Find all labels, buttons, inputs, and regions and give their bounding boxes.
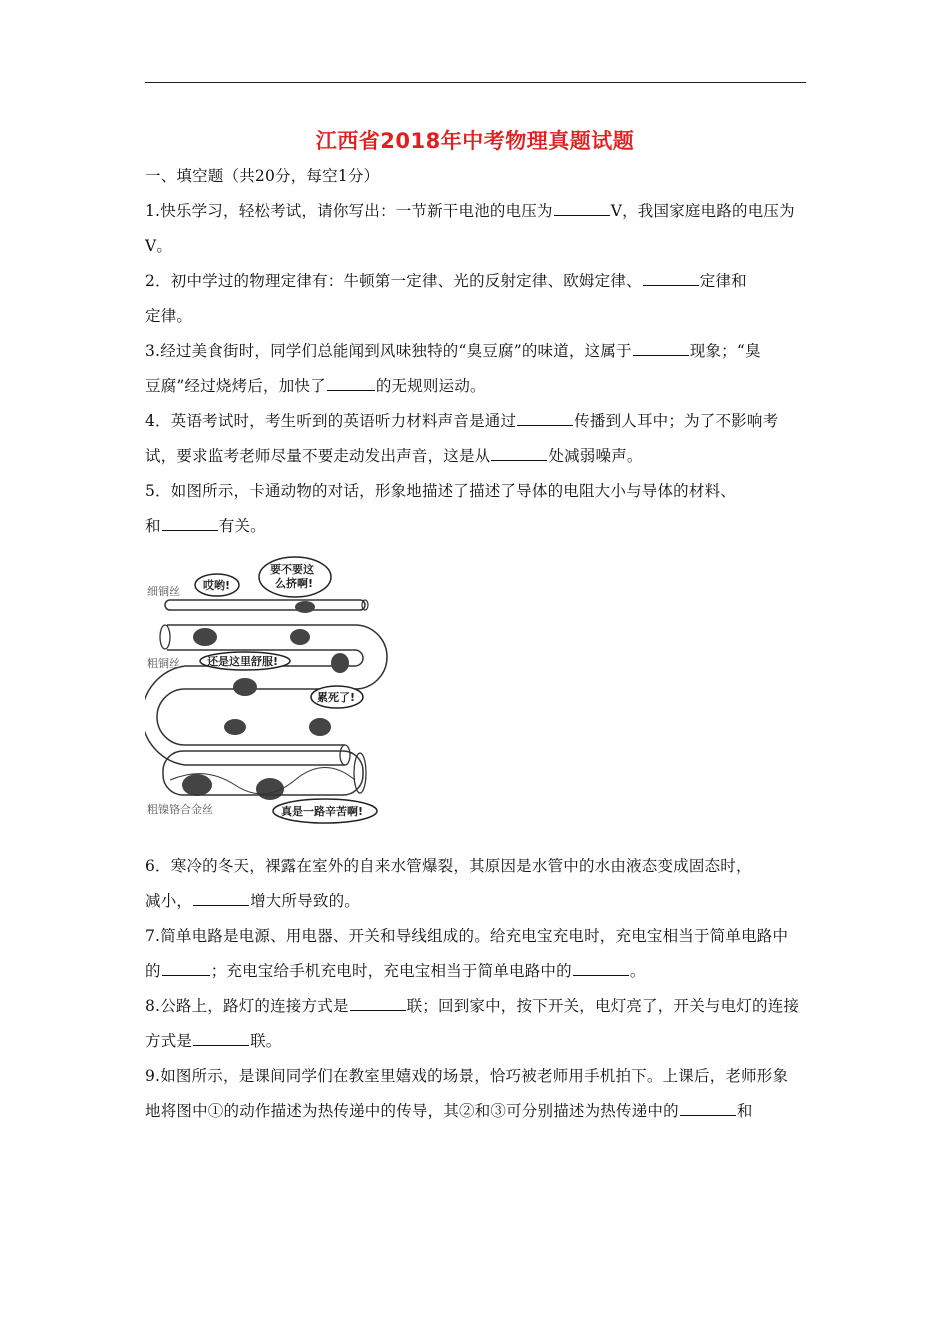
question-9-cont: 地将图中①的动作描述为热传递中的传导，其②和③可分别描述为热传递中的 和 [145, 1102, 753, 1120]
answer-blank[interactable] [491, 446, 547, 461]
label-nichrome: 粗镍铬合金丝 [147, 803, 213, 816]
question-5-cont: 和 有关。 [145, 517, 266, 535]
question-5: 5．如图所示，卡通动物的对话，形象地描述了描述了导体的电阻大小与导体的材料、 [145, 482, 736, 500]
answer-blank[interactable] [193, 1031, 249, 1046]
svg-text:真是一路辛苦啊!: 真是一路辛苦啊! [281, 805, 364, 818]
question-6-cont: 减小， 增大所导致的。 [145, 892, 361, 910]
question-8: 8.公路上，路灯的连接方式是 联；回到家中，按下开关，电灯亮了，开关与电灯的连接 [145, 997, 800, 1015]
svg-text:么挤啊!: 么挤啊! [275, 577, 314, 590]
answer-blank[interactable] [554, 201, 610, 216]
svg-text:哎哟!: 哎哟! [203, 579, 231, 592]
thick-copper-wire-outer [157, 625, 387, 745]
question-7-cont: 的 ；充电宝给手机充电时，充电宝相当于简单电路中的 。 [145, 962, 646, 980]
question-7: 7.简单电路是电源、用电器、开关和导线组成的。给充电宝充电时，充电宝相当于简单电路中 [145, 927, 789, 945]
answer-blank[interactable] [517, 411, 573, 426]
header-rule [145, 82, 806, 83]
question-6: 6．寒冷的冬天，裸露在室外的自来水管爆裂，其原因是水管中的水由液态变成固态时， [145, 857, 752, 875]
answer-blank[interactable] [680, 1101, 736, 1116]
question-3-cont: 豆腐”经过烧烤后，加快了 的无规则运动。 [145, 377, 486, 395]
question-4-cont: 试，要求监考老师尽量不要走动发出声音，这是从 处减弱噪声。 [145, 447, 643, 465]
answer-blank[interactable] [193, 891, 249, 906]
question-4: 4．英语考试时，考生听到的英语听力材料声音是通过 传播到人耳中；为了不影响考 [145, 412, 779, 430]
label-thick-copper: 粗铜丝 [147, 657, 180, 670]
question-2: 2．初中学过的物理定律有：牛顿第一定律、光的反射定律、欧姆定律、 定律和 [145, 272, 747, 290]
section-heading: 一、填空题（共20分，每空1分） [145, 167, 380, 185]
question-8-cont: 方式是 联。 [145, 1032, 282, 1050]
answer-blank[interactable] [573, 961, 629, 976]
question-1: 1.快乐学习，轻松考试，请你写出：一节新干电池的电压为 V，我国家庭电路的电压为 [145, 202, 795, 220]
answer-blank[interactable] [643, 271, 699, 286]
question-9: 9.如图所示，是课间同学们在教室里嬉戏的场景，恰巧被老师用手机拍下。上课后，老师形象 [145, 1067, 789, 1085]
label-thin-copper: 细铜丝 [147, 585, 180, 598]
answer-blank[interactable] [327, 376, 375, 391]
thin-copper-wire [165, 600, 365, 610]
question-2-cont: 定律。 [145, 307, 193, 325]
question-1-cont: V。 [145, 237, 173, 255]
cartoon-wire-figure [145, 555, 395, 825]
svg-text:要不要这: 要不要这 [270, 563, 314, 576]
answer-blank[interactable] [350, 996, 406, 1011]
answer-blank[interactable] [162, 516, 218, 531]
page-title: 江西省2018年中考物理真题试题 [315, 129, 635, 153]
svg-text:还是这里舒服!: 还是这里舒服! [207, 655, 279, 668]
svg-text:累死了!: 累死了! [317, 691, 356, 704]
question-3: 3.经过美食街时，同学们总能闻到风味独特的“臭豆腐”的味道，这属于 现象；“臭 [145, 342, 761, 360]
answer-blank[interactable] [633, 341, 689, 356]
answer-blank[interactable] [162, 961, 210, 976]
